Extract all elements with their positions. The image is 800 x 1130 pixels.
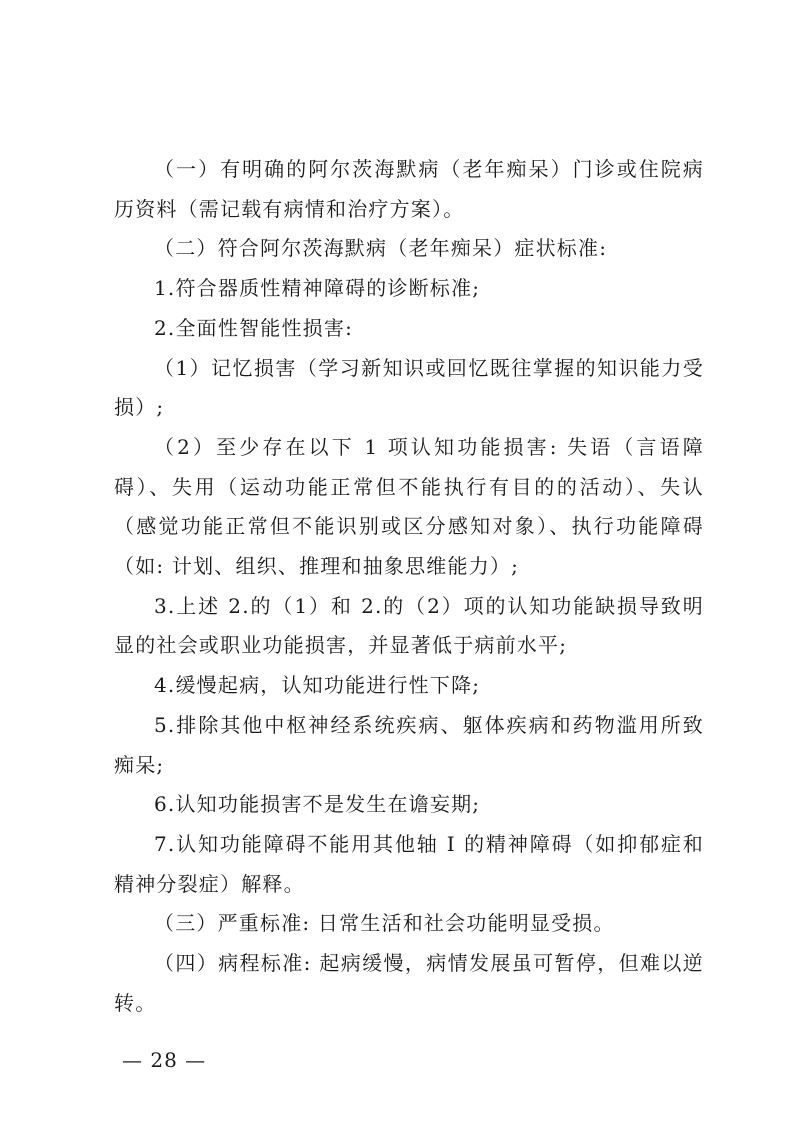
- paragraph-item-7: 7.认知功能障碍不能用其他轴 I 的精神障碍（如抑郁症和精神分裂症）解释。: [114, 831, 704, 896]
- paragraph-subitem-2: （2）至少存在以下 1 项认知功能损害: 失语（言语障碍）、失用（运动功能正常但不能执行有目的的活动）、失认（感觉功能正常但不能识别或区分感知对象）、执行功能障碍（如: 计划、组织、推理和抽象思维能力）;: [114, 434, 704, 579]
- paragraph-item-3: 3.上述 2.的（1）和 2.的（2）项的认知功能缺损导致明显的社会或职业功能损害，并显著低于病前水平;: [114, 593, 704, 658]
- paragraph-item-2: 2.全面性智能性损害:: [154, 315, 354, 340]
- paragraph-item-6: 6.认知功能损害不是发生在谵妄期;: [154, 792, 481, 817]
- paragraph-section-3: （三）严重标准: 日常生活和社会功能明显受损。: [154, 911, 615, 936]
- paragraph-section-2: （二）符合阿尔茨海默病（老年痴呆）症状标准:: [154, 236, 608, 261]
- page-number: — 28 —: [122, 1048, 207, 1072]
- paragraph-subitem-1: （1）记忆损害（学习新知识或回忆既往掌握的知识能力受损）;: [114, 355, 704, 420]
- paragraph-section-1: （一）有明确的阿尔茨海默病（老年痴呆）门诊或住院病历资料（需记载有病情和治疗方案）。: [114, 157, 704, 221]
- paragraph-item-1: 1.符合器质性精神障碍的诊断标准;: [154, 276, 481, 301]
- document-body: [114, 150, 704, 1023]
- paragraph-section-4: （四）病程标准: 起病缓慢，病情发展虽可暂停，但难以逆转。: [114, 951, 704, 1015]
- paragraph-item-5: 5.排除其他中枢神经系统疾病、躯体疾病和药物滥用所致痴呆;: [114, 712, 704, 777]
- paragraph-item-4: 4.缓慢起病，认知功能进行性下降;: [154, 673, 481, 698]
